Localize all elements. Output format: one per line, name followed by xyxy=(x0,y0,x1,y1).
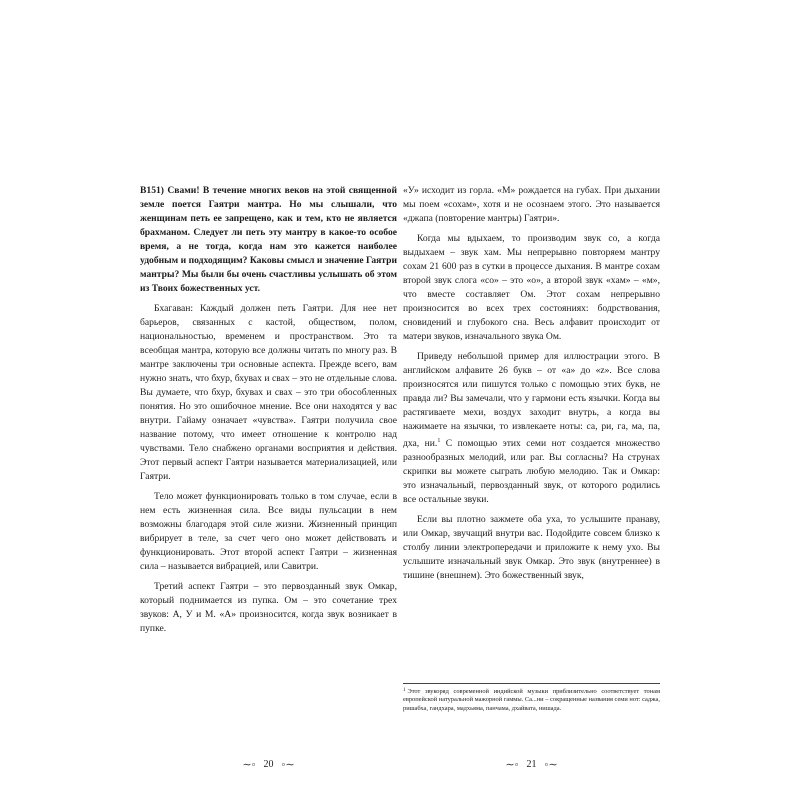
ornament-right-icon: ◦∼ xyxy=(281,759,295,771)
footnote-text: Этот звукоряд современной индийской музыки приблизительно соответствует тонам европейской натуральной мажорной гаммы. Са...ни – сокращенные названия семи нот: саджа, ришабха, гандхара, мадхьяма, панчама, дхайвата, нишада. xyxy=(403,688,660,712)
answer-paragraph-3: Третий аспект Гаятри – это первозданный звук Омкар, который поднимается из пупка. Ом – это сочетание трех звуков: А, У и М. «А» произносится, когда звук возникает в пупке. xyxy=(140,581,397,634)
paragraph-2: Когда мы вдыхаем, то производим звук со, а когда выдыхаем – звук хам. Мы непрерывно повторяем мантру сохам 21 600 раз в сутки в процессе дыхания. В мантре сохам второй звук слога «со» – это «о», а второй звук «хам» – «м», что вместе составляет Ом. Этот сохам непрерывно произносится во всех трех состояниях: бодрствования, сновидений и глубокого сна. Весь алфавит происходит от матери звуков, изначального звука Ом. xyxy=(403,233,660,342)
page-number-21: 21 xyxy=(526,759,537,770)
ornament-left-icon: ∼◦ xyxy=(505,759,519,771)
footnote xyxy=(403,683,660,713)
answer-paragraph-1: Бхагаван: Каждый должен петь Гаятри. Для нее нет барьеров, связанных с кастой, обществом, полом, национальностью, временем и пространством. Это та всеобщая мантра, которую все должны читать по многу раз. В мантре заключены три основные аспекта. Прежде всего, вам нужно знать, что бхур, бхувах и свах – это не отдельные слова. Вы думаете, что бхур, бхувах и свах – это три обособленных понятия. Но это ошибочное мнение. Все они находятся у вас внутри. Гайаму означает «чувства». Гаятри получила свое название потому, что имеет отношение к контролю над чувствами. Тело снабжено органами восприятия и действия. Этот первый аспект Гаятри называется материализацией, или Гаятри. xyxy=(140,303,397,482)
footnote-mark: 1 xyxy=(403,688,406,693)
question-paragraph: B151) Свами! В течение многих веков на этой священной земле поется Гаятри мантра. Но мы слышали, что женщинам петь ее запрещено, как и тем, кто не является брахманом. Следует ли петь эту мантру в какое-то особое время, а не тогда, когда нам это кажется наиболее удобным и подходящим? Каковы смысл и значение Гаятри мантры? Мы были бы очень счастливы услышать об этом из Твоих божественных уст. xyxy=(140,185,397,294)
left-page-text xyxy=(140,184,397,642)
page-number-right xyxy=(403,758,660,771)
paragraph-1: «У» исходит из горла. «М» рождается на губах. При дыхании мы поем «сохам», хотя и не осознаем этого. Это называется «джапа (повторение мантры) Гаятри». xyxy=(403,185,660,224)
footnote-reference: 1 xyxy=(437,438,441,444)
paragraph-4: Если вы плотно зажмете оба уха, то услышите пранаву, или Омкар, звучащий внутри вас. Подойдите совсем близко к столбу линии электропередачи и приложите к нему ухо. Вы услышите изначальный звук Омкар. Это звук (внутреннее) в тишине (внешнем). Это божественный звук, xyxy=(403,514,660,582)
page-number-20: 20 xyxy=(263,759,274,770)
page-number-left xyxy=(140,758,397,771)
ornament-right-icon: ◦∼ xyxy=(544,759,558,771)
paragraph-3 xyxy=(403,350,660,507)
paragraph-3-start: Приведу небольшой пример для иллюстрации этого. В английском алфавите 26 букв – от «а» до «z». Все слова произносятся или пишутся только с помощью этих букв, не правда ли? Вы замечали, что у гармони есть язычки. Когда вы растягиваете мехи, воздух заходит внутрь, а когда вы нажимаете на язычки, то извлекаете ноты: са, ри, га, ма, па, дха, ни. xyxy=(403,351,660,450)
ornament-left-icon: ∼◦ xyxy=(242,759,256,771)
paragraph-3-end: С помощью этих семи нот создается множество разнообразных мелодий, или раг. Вы согласны? На струнах скрипки вы можете сыграть любую мелодию. Так и Омкар: это изначальный, первозданный звук, от которого родились все остальные звуки. xyxy=(403,438,660,506)
answer-paragraph-2: Тело может функционировать только в том случае, если в нем есть жизненная сила. Все виды пульсации в нем возможны благодаря этой силе жизни. Жизненный принцип вибрирует в теле, за счет чего оно может действовать и функционировать. Этот второй аспект Гаятри – жизненная сила – называется вибрацией, или Савитри. xyxy=(140,491,397,572)
right-page-text xyxy=(403,184,660,589)
